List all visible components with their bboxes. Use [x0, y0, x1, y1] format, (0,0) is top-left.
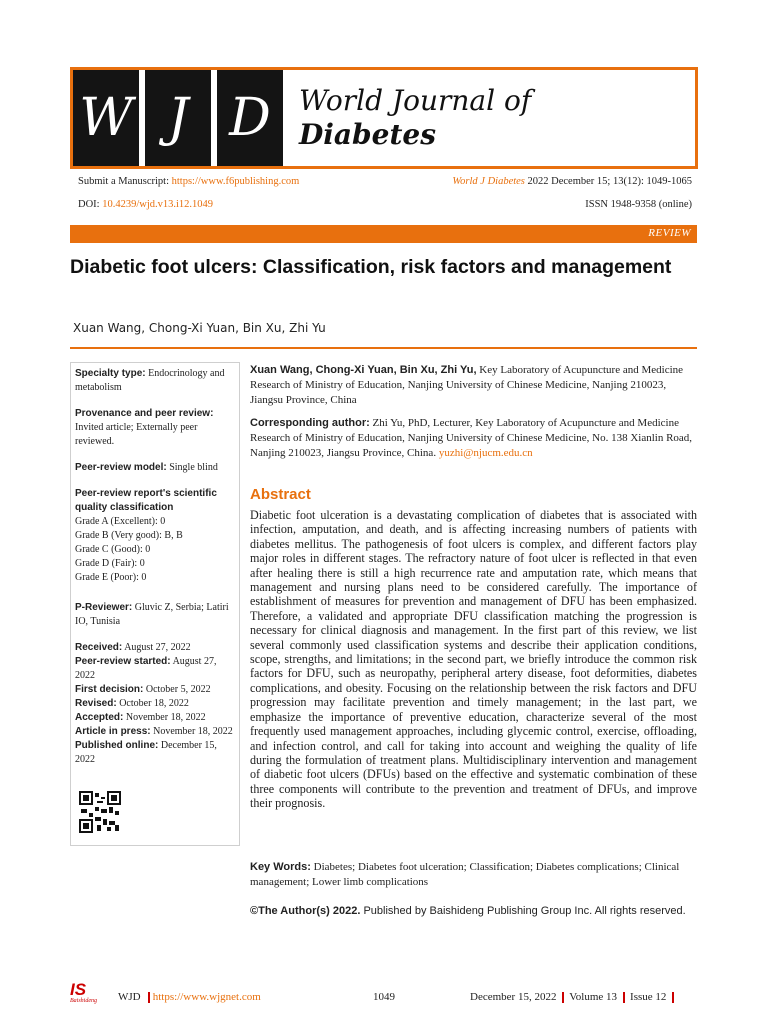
- qr-code-icon[interactable]: [79, 791, 121, 833]
- classification-block: [75, 487, 237, 585]
- abstract-text: Diabetic foot ulceration is a devastating complication of diabetes that is associated with infection, amputation, and death, and is affecting increasing numbers of patients with diabetes mellitus. The pathogenesis of foot ulcers is complex, and different factors play major roles in different stages. The refractory nature of foot ulcer is reflected in that even after healing there is still a high recurrence rate and amputation rate, which means that management and nursing plans need to be considered carefully. The importance of establishment of measures for prevention and management of DFU has been emphasized. Therefore, a validated and appropriate DFU classification matching the progression is necessary for clinical diagnosis and management. In the first part of this review, we list several commonly used classification systems and describe their application conditions, scope, strengths, and limitations; in the second part, we briefly introduce the common risk factors for DFU, such as neuropathy, peripheral artery disease, foot deformities, diabetes complications, and obesity. Focusing on the relationship between the risk factors and DFU progression may facilitate prevention and timely management; in the last part, we emphasize the importance of preventive education, characterize several of the most frequently used management approaches, including glycemic control, exercise, offloading, and infection control, and call for taking into account and weighing the quality of life during the formulation of treatment plans. Multidisciplinary intervention and management of diabetic foot ulcers (DFUs) based on the effective and systematic combination of these three components will contribute to the prevention and treatment of DFUs, and improve their prognosis.: [250, 508, 697, 811]
- journal-name: [299, 84, 531, 152]
- citation-details: 2022 December 15; 13(12): 1049-1065: [527, 176, 692, 187]
- affiliation-text: Key Laboratory of Acupuncture and Medicine Research of Ministry of Education, Nanjing University of Chinese Medicine, Nanjing 210023, Jiangsu Province, China: [250, 364, 684, 406]
- provenance-block: [75, 407, 237, 449]
- affiliation-paragraph: [250, 363, 697, 408]
- publisher-logo: [70, 982, 104, 1012]
- footer-issue-info: [470, 991, 674, 1003]
- logo-letter-d: D: [217, 70, 283, 166]
- logo-letter-w: W: [73, 70, 139, 166]
- peer-model-label: Peer-review model:: [75, 462, 167, 473]
- divider: [70, 347, 697, 349]
- footer-url-link[interactable]: https://www.wjgnet.com: [152, 991, 261, 1003]
- footer-page-number: 1049: [373, 991, 395, 1003]
- reviewer-block: [75, 601, 237, 629]
- corresponding-text: Zhi Yu, PhD, Lecturer, Key Laboratory of Acupuncture and Medicine Research of Ministry of Education, Nanjing University of Chinese Medicine, No. 138 Xianlin Road, Nanjing 210023, Jiangsu Province, China.: [250, 417, 693, 459]
- journal-name-line2: Diabetes: [299, 118, 436, 151]
- copyright-line: [250, 905, 686, 917]
- published-label: Published online:: [75, 740, 159, 751]
- doi-link[interactable]: 10.4239/wjd.v13.i12.1049: [102, 199, 214, 210]
- footer-separator: [623, 992, 625, 1003]
- footer-separator: [672, 992, 674, 1003]
- received-value: August 27, 2022: [124, 642, 191, 653]
- revised-value: October 18, 2022: [119, 698, 189, 709]
- grade-item: Grade C (Good): 0: [75, 544, 151, 555]
- peer-model-block: [75, 461, 237, 475]
- section-bar: [70, 225, 697, 243]
- in-press-value: November 18, 2022: [153, 726, 233, 737]
- specialty-value: Endocrinology and metabolism: [75, 368, 225, 393]
- article-info-sidebar: [70, 362, 240, 846]
- submit-link[interactable]: https://www.f6publishing.com: [171, 176, 300, 187]
- copyright-bold: ©The Author(s) 2022.: [250, 905, 361, 917]
- journal-name-line1: World Journal of: [299, 84, 532, 117]
- accepted-label: Accepted:: [75, 712, 124, 723]
- footer-issue: Issue 12: [630, 991, 667, 1003]
- specialty-block: [75, 367, 237, 395]
- footer-date: December 15, 2022: [470, 991, 557, 1003]
- classification-label: Peer-review report's scientific quality classification: [75, 488, 217, 513]
- affiliation-authors: Xuan Wang, Chong-Xi Yuan, Bin Xu, Zhi Yu,: [250, 364, 477, 376]
- keywords-text: Diabetes; Diabetes foot ulceration; Classification; Diabetes complications; Clinical management; Lower limb complications: [250, 861, 680, 888]
- issn: ISSN 1948-9358 (online): [585, 199, 692, 210]
- publisher-name: Baishideng: [70, 998, 97, 1004]
- accepted-value: November 18, 2022: [125, 712, 206, 723]
- publisher-mark: IS: [70, 980, 87, 999]
- grade-item: Grade E (Poor): 0: [75, 572, 147, 583]
- peer-model-value: Single blind: [169, 462, 218, 473]
- author-list: Xuan Wang, Chong-Xi Yuan, Bin Xu, Zhi Yu: [73, 321, 326, 335]
- abstract-heading: Abstract: [250, 486, 311, 503]
- submit-label: Submit a Manuscript:: [78, 176, 169, 187]
- footer-volume: Volume 13: [569, 991, 618, 1003]
- logo-letter-j: J: [145, 70, 211, 166]
- specialty-label: Specialty type:: [75, 368, 146, 379]
- journal-masthead: [70, 67, 698, 169]
- provenance-value: Invited article; Externally peer reviewed.: [75, 422, 198, 447]
- article-title: Diabetic foot ulcers: Classification, risk factors and management: [70, 256, 672, 278]
- history-block: [75, 641, 237, 767]
- grade-item: Grade D (Fair): 0: [75, 558, 145, 569]
- provenance-label: Provenance and peer review:: [75, 408, 214, 419]
- reviewer-label: P-Reviewer:: [75, 602, 133, 613]
- corresponding-label: Corresponding author:: [250, 417, 370, 429]
- published-value: December 15, 2022: [75, 740, 217, 765]
- citation-journal: World J Diabetes: [452, 176, 525, 187]
- corresponding-paragraph: [250, 416, 697, 461]
- keywords-label: Key Words:: [250, 861, 311, 873]
- grade-item: Grade B (Very good): B, B: [75, 530, 183, 541]
- revised-label: Revised:: [75, 698, 117, 709]
- received-label: Received:: [75, 642, 123, 653]
- footer-journal: WJD: [118, 991, 141, 1003]
- first-decision-label: First decision:: [75, 684, 144, 695]
- started-value: August 27, 2022: [75, 656, 217, 681]
- keywords-paragraph: [250, 860, 697, 890]
- copyright-rest: Published by Baishideng Publishing Group Inc. All rights reserved.: [363, 905, 686, 917]
- doi-label: DOI:: [78, 199, 100, 210]
- citation-line: [452, 176, 692, 187]
- corresponding-email-link[interactable]: yuzhi@njucm.edu.cn: [438, 447, 533, 459]
- footer-separator: [148, 992, 150, 1003]
- first-decision-value: October 5, 2022: [145, 684, 211, 695]
- submit-line: [78, 176, 299, 187]
- reviewer-value: Gluvic Z, Serbia; Latiri IO, Tunisia: [75, 602, 229, 627]
- started-label: Peer-review started:: [75, 656, 171, 667]
- section-tag: REVIEW: [648, 227, 691, 239]
- footer-url-wrap: [148, 991, 261, 1003]
- grade-item: Grade A (Excellent): 0: [75, 516, 166, 527]
- footer-separator: [562, 992, 564, 1003]
- doi-line: [78, 199, 213, 210]
- in-press-label: Article in press:: [75, 726, 151, 737]
